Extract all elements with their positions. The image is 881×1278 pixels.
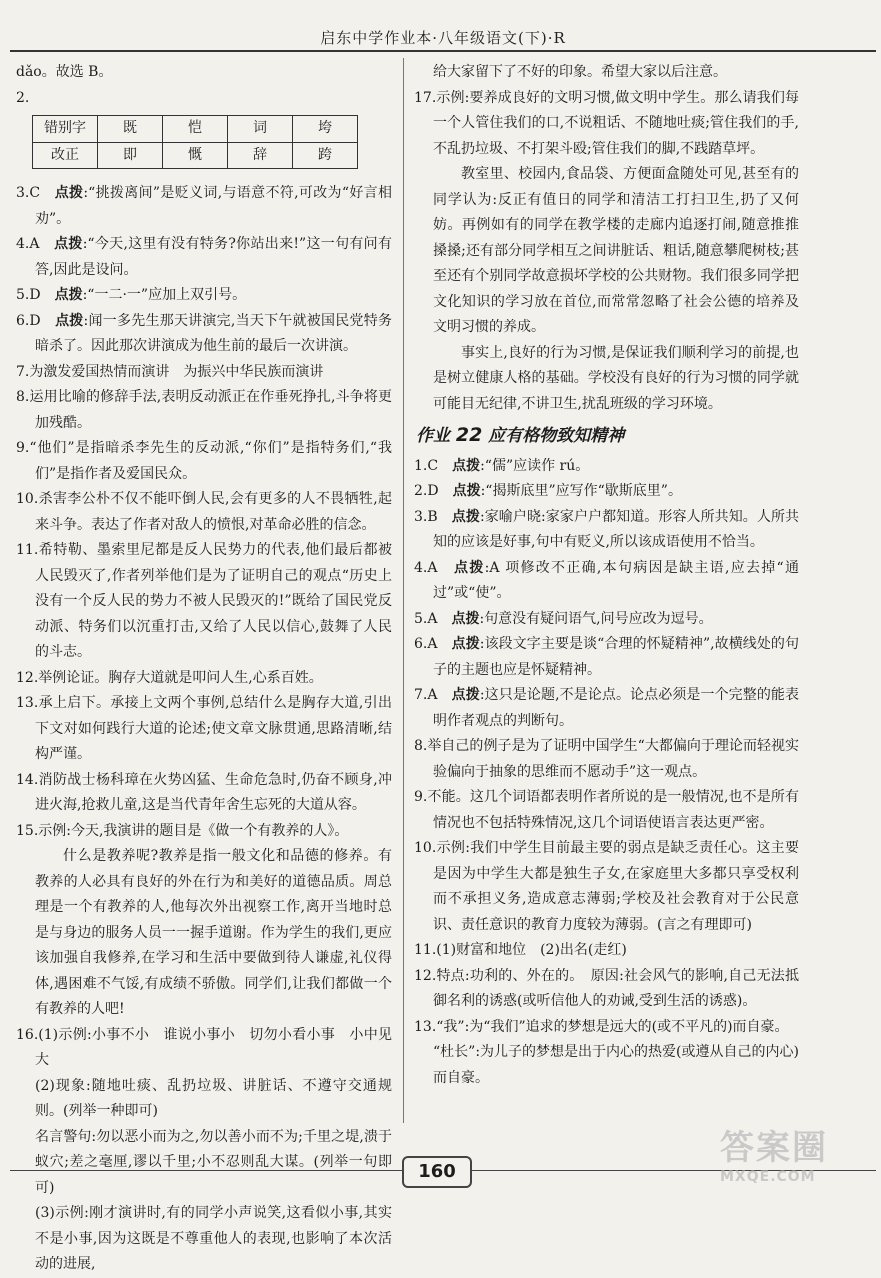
table-cell: 既 — [98, 116, 163, 143]
table-cell: 即 — [98, 142, 163, 169]
section-title — [416, 423, 799, 450]
table-cell: 词 — [228, 116, 293, 143]
answer-item-6: 6.A 点拨:该段文字主要是谈“合理的怀疑精神”,故横线处的句子的主题也应是怀疑精神。 — [414, 636, 800, 678]
table-cell: 垮 — [293, 116, 358, 143]
left-column — [16, 60, 392, 1278]
table-cell: 恺 — [163, 116, 228, 143]
table-cell: 跨 — [293, 142, 358, 169]
answer-16-quotes: 名言警句:勿以恶小而为之,勿以善小而不为;千里之堤,溃于蚁穴;差之毫厘,谬以千里;小不忍则乱大谋。(列举一句即可) — [35, 1128, 392, 1196]
answer-item-11: 11.(1)财富和地位 (2)出名(走红) — [414, 942, 627, 958]
page-header-title: 启东中学作业本·八年级语文(下)·R — [320, 29, 566, 47]
answer-16-part-2: (2)现象:随地吐痰、乱扔垃圾、讲脏话、不遵守交通规则。(列举一种即可) — [35, 1077, 392, 1119]
table-row — [33, 142, 358, 169]
right-column — [414, 60, 799, 1091]
answer-item-10: 10.杀害李公朴不仅不能吓倒人民,会有更多的人不畏牺牲,起来斗争。表达了作者对敌人的愤恨,对革命必胜的信念。 — [16, 491, 392, 533]
answer-item-12: 12.举例论证。胸存大道就是叩问人生,心系百姓。 — [16, 669, 323, 686]
answer-item-6: 6.D 点拨:闻一多先生那天讲演完,当天下午就被国民党特务暗杀了。因此那次讲演成为他生前的最后一次讲演。 — [16, 312, 392, 354]
answer-item-14: 14.消防战士杨科璋在火势凶猛、生命危急时,仍奋不顾身,冲进火海,抢救儿童,这是当代青年舍生忘死的大道从容。 — [16, 771, 392, 813]
answer-item-9: 9.“他们”是指暗杀李先生的反动派,“你们”是指特务们,“我们”是指作者及爱国民众。 — [16, 440, 392, 482]
table-row — [33, 116, 358, 143]
answer-item-4: 4.A 点拨:A 项修改不正确,本句病因是缺主语,应去掉“通过”或“使”。 — [414, 559, 799, 601]
column-divider — [403, 58, 404, 1123]
answer-item-4: 4.A 点拨:“今天,这里有没有特务?你站出来!”这一句有问有答,因此是设问。 — [16, 236, 392, 278]
answer-item-9: 9.不能。这几个词语都表明作者所说的是一般情况,也不是所有情况也不包括特殊情况,这几个词语使语言表达更严密。 — [414, 789, 799, 831]
answer-item-15: 15.示例:今天,我演讲的题目是《做一个有教养的人》。 — [16, 822, 349, 839]
watermark-logo: 答案圈 — [720, 1128, 828, 1168]
section-number: 22 — [455, 424, 483, 446]
table-cell: 改正 — [33, 142, 98, 169]
answer-item-11: 11.希特勒、墨索里尼都是反人民势力的代表,他们最后都被人民毁灭了,作者列举他们是为了证明自己的观点“历史上没有一个反人民的势力不被人民毁灭的!”既给了国民党反动派、特务们以沉重打击,又给了人民以信心,鼓舞了人民的斗志。 — [16, 542, 392, 660]
answer-item-3: 3.C 点拨:“挑拨离间”是贬义词,与语意不符,可改为“好言相劝”。 — [16, 185, 392, 227]
answer-13-continued: “杜长”:为儿子的梦想是出于内心的热爱(或遵从自己的内心)而自豪。 — [433, 1044, 799, 1086]
answer-item-5: 5.D 点拨:“一二·一”应加上双引号。 — [16, 287, 247, 303]
answer-item-7: 7.A 点拨:这只是论题,不是论点。论点必须是一个完整的能表明作者观点的判断句。 — [414, 687, 800, 729]
page-number: 160 — [402, 1156, 472, 1188]
answer-item-8: 8.举自己的例子是为了证明中国学生“大都偏向于理论而轻视实验偏向于抽象的思维而不愿动手”这一观点。 — [414, 738, 799, 780]
answer-16-part-3: (3)示例:刚才演讲时,有的同学小声说笑,这看似小事,其实不是小事,因为这既是不尊重他人的表现,也影响了本次活动的进展, — [35, 1205, 392, 1272]
table-cell: 辞 — [228, 142, 293, 169]
watermark-url: MXQE.COM — [720, 1169, 816, 1185]
answer-item-10: 10.示例:我们中学生目前最主要的弱点是缺乏责任心。这主要是因为中学生大都是独生子女,在家庭里大多都只享受权利而不承担义务,造成意志薄弱;学校及社会教育对于公民意识、责任意识的教育力度较为薄弱。(言之有理即可) — [414, 840, 799, 933]
speech-paragraph: 什么是教养呢?教养是指一般文化和品德的修养。有教养的人必具有良好的外在行为和美好的道德品质。周总理是一个有教养的人,他每次外出视察工作,离开当地时总是与身边的服务人员一一握手道谢。作为学生的我们,更应该加强自我修养,在学习和生活中要做到待人谦虚,礼仪得体,遇困难不气馁,有成绩不骄傲。同学们,让我们都做一个有教养的人吧! — [35, 848, 392, 1017]
answer-item-7: 7.为激发爱国热情而演讲 为振兴中华民族而演讲 — [16, 363, 324, 380]
answer-item-17: 17.示例:要养成良好的文明习惯,做文明中学生。那么请我们每一个人管住我们的口,不说粗话、不随地吐痰;管住我们的手,不乱扔垃圾、不打架斗殴;管住我们的脚,不践踏草坪。 — [414, 89, 799, 157]
answer-item-3: 3.B 点拨:家喻户晓:家家户户都知道。形容人所共知。人所共知的应该是好事,句中有贬义,所以该成语使用不恰当。 — [414, 508, 800, 550]
section-name: 应有格物致知精神 — [488, 426, 625, 446]
section-prefix: 作业 — [416, 426, 450, 446]
answer-item-13: 13.“我”:为“我们”追求的梦想是远大的(或不平凡的)而自豪。 — [414, 1018, 789, 1035]
answer-item-12: 12.特点:功利的、外在的。 原因:社会风气的影响,自己无法抵御名利的诱惑(或听信他人的劝诫,受到生活的诱惑)。 — [414, 967, 799, 1009]
answer-17-paragraph-2: 教室里、校园内,食品袋、方便面盒随处可见,甚至有的同学认为:反正有值日的同学和清洁工打扫卫生,扔了又何妨。再例如有的同学在教学楼的走廊内追逐打闹,随意推推搡搡;还有部分同学相互之间讲脏话、粗话,随意攀爬树枝;甚至还有个别同学故意损坏学校的公共财物。我们很多同学把文化知识的学习放在首位,而常常忽略了社会公德的培养及文明习惯的养成。 — [433, 166, 799, 335]
table-cell: 错别字 — [33, 116, 98, 143]
answer-item-2: 2.D 点拨:“揭斯底里”应写作“歇斯底里”。 — [414, 483, 682, 499]
answer-item-8: 8.运用比喻的修辞手法,表明反动派正在作垂死挣扎,斗争将更加残酷。 — [16, 389, 392, 431]
answer-item-16: 16.(1)示例:小事不小 谁说小事小 切勿小看小事 小中见大 — [16, 1026, 392, 1068]
watermark — [720, 1120, 870, 1195]
table-cell: 慨 — [163, 142, 228, 169]
header-rule — [10, 50, 876, 52]
answer-item-5: 5.A 点拨:句意没有疑问语气,问号应改为逗号。 — [414, 610, 713, 627]
correction-table — [32, 115, 358, 169]
page-header — [10, 0, 876, 52]
answer-item-1: 1.C 点拨:“儒”应读作 rú。 — [414, 457, 590, 474]
answer-line: dǎo。故选 B。 — [16, 64, 113, 80]
answer-17-paragraph-3: 事实上,良好的行为习惯,是保证我们顺利学习的前提,也是树立健康人格的基础。学校没有良好的行为习惯的同学就可能目无纪律,不讲卫生,扰乱班级的学习环境。 — [433, 344, 799, 412]
answer-item-13: 13.承上启下。承接上文两个事例,总结什么是胸存大道,引出下文对如何践行大道的论述;使文章文脉贯通,思路清晰,结构严谨。 — [16, 695, 392, 762]
answer-16-continued: 给大家留下了不好的印象。希望大家以后注意。 — [433, 64, 727, 80]
answer-item-2: 2. — [16, 89, 30, 106]
